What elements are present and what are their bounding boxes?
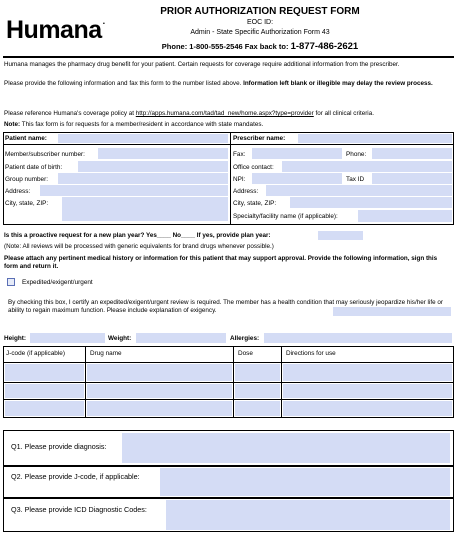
- question-2-label: Q2. Please provide J-code, if applicable:: [11, 472, 140, 481]
- table-divider: [230, 132, 231, 225]
- intro-paragraph-1: Humana manages the pharmacy drug benefit for your patient. Certain requests for coverage require additional information from the prescriber.: [4, 61, 400, 68]
- jcode-question-field[interactable]: [160, 468, 450, 496]
- specialty-label: Specialty/facility name (if applicable):: [233, 213, 338, 220]
- eoc-id: EOC ID:: [246, 19, 274, 26]
- drug-row-divider-2: [3, 399, 454, 400]
- intro-paragraph-2: Please provide the following information and fax this form to the number listed above. Information left blank or illegible may delay the review process.: [4, 80, 433, 87]
- drug-name-field-1[interactable]: [87, 364, 232, 381]
- patient-address-field[interactable]: [40, 185, 228, 196]
- patient-city-field[interactable]: [62, 197, 228, 221]
- prescriber-city-label: City, state, ZIP:: [233, 200, 277, 207]
- directions-field-1[interactable]: [283, 364, 452, 381]
- prescriber-fax-label: Fax:: [233, 151, 246, 158]
- group-number-field[interactable]: [58, 173, 228, 184]
- dob-field[interactable]: [78, 161, 228, 172]
- prescriber-phone-label: Phone:: [346, 151, 367, 158]
- note-line: Note: This fax form is for requests for a member/resident in accordance with state mandates.: [4, 121, 264, 128]
- prescriber-fax-field[interactable]: [252, 148, 342, 159]
- jcode-field-3[interactable]: [5, 401, 84, 416]
- drug-name-field-2[interactable]: [87, 384, 232, 398]
- contact-line: [115, 41, 405, 52]
- allergies-label: Allergies:: [230, 335, 260, 342]
- patient-name-field[interactable]: [58, 134, 228, 143]
- dose-header: Dose: [238, 350, 253, 357]
- prescriber-phone-field[interactable]: [372, 148, 452, 159]
- coverage-policy-link[interactable]: http://apps.humana.com/tad/tad_new/home.aspx?type=provider: [135, 110, 314, 117]
- diagnosis-field[interactable]: [122, 433, 450, 463]
- expedited-checkbox[interactable]: [7, 278, 15, 286]
- jcode-field-2[interactable]: [5, 384, 84, 398]
- plan-year-field[interactable]: [318, 231, 363, 240]
- weight-field[interactable]: [136, 333, 226, 343]
- height-field[interactable]: [30, 333, 105, 343]
- npi-label: NPI:: [233, 176, 246, 183]
- jcode-header: J-code (if applicable): [6, 350, 65, 357]
- dob-label: Patient date of birth:: [5, 164, 63, 171]
- prescriber-name-label: Prescriber name:: [233, 135, 286, 142]
- intro-paragraph-3: Please reference Humana's coverage policy at http://apps.humana.com/tad/tad_new/home.aspx?type=provider for all clinical criteria.: [4, 110, 374, 117]
- generic-note: (Note: All reviews will be processed with generic equivalents for brand drugs whenever possible.): [4, 243, 274, 250]
- expedited-label: Expedited/exigent/urgent: [22, 279, 93, 286]
- proactive-question: Is this a proactive request for a new plan year? Yes____ No____ If yes, provide plan year:: [4, 232, 271, 239]
- table-heading-divider: [3, 144, 454, 145]
- directions-field-3[interactable]: [283, 401, 452, 416]
- npi-field[interactable]: [252, 173, 342, 184]
- drug-header-divider: [3, 362, 454, 363]
- member-id-field[interactable]: [98, 148, 228, 159]
- header-divider: [3, 56, 454, 58]
- patient-name-label: Patient name:: [5, 135, 47, 142]
- dose-field-2[interactable]: [235, 384, 280, 398]
- attach-instructions: Please attach any pertinent medical history or information for this patient that may support approval. Provide the following information, sign this form and return it.: [4, 255, 438, 270]
- question-3-label: Q3. Please provide ICD Diagnostic Codes:: [11, 505, 147, 514]
- prescriber-address-field[interactable]: [266, 185, 452, 196]
- directions-field-2[interactable]: [283, 384, 452, 398]
- fax-number: 1-877-486-2621: [290, 41, 359, 52]
- member-id-label: Member/subscriber number:: [5, 151, 85, 158]
- prescriber-name-field[interactable]: [298, 134, 452, 143]
- drug-name-field-3[interactable]: [87, 401, 232, 416]
- expedited-certify-text: By checking this box, I certify an expedited/exigent/urgent review is required. The member has a health condition that may seriously jeopardize his/her life or ability to regain maximum function. Please include explanation of exigency.: [8, 299, 443, 314]
- patient-address-label: Address:: [5, 188, 31, 195]
- prescriber-address-label: Address:: [233, 188, 259, 195]
- exigency-explanation-field[interactable]: [333, 307, 451, 316]
- tax-id-label: Tax ID: [346, 176, 365, 183]
- allergies-field[interactable]: [264, 333, 452, 343]
- tax-id-field[interactable]: [372, 173, 452, 184]
- office-contact-field[interactable]: [282, 161, 452, 172]
- weight-label: Weight:: [108, 335, 132, 342]
- jcode-field-1[interactable]: [5, 364, 84, 381]
- specialty-field[interactable]: [358, 210, 452, 222]
- form-title: PRIOR AUTHORIZATION REQUEST FORM: [160, 6, 360, 17]
- dose-field-1[interactable]: [235, 364, 280, 381]
- phone-label: Phone: 1-800-555-2546 Fax back to:: [161, 42, 291, 51]
- office-contact-label: Office contact:: [233, 164, 274, 171]
- drug-row-divider-1: [3, 382, 454, 383]
- form-subtitle: Admin - State Specific Authorization Form 43: [190, 29, 330, 36]
- prescriber-city-field[interactable]: [290, 197, 452, 208]
- drug-name-header: Drug name: [90, 350, 122, 357]
- icd-codes-field[interactable]: [166, 500, 450, 530]
- height-label: Height:: [4, 335, 27, 342]
- patient-city-label: City, state, ZIP:: [5, 200, 49, 207]
- humana-logo: Humana.: [6, 16, 105, 44]
- group-number-label: Group number:: [5, 176, 48, 183]
- dose-field-3[interactable]: [235, 401, 280, 416]
- directions-header: Directions for use: [286, 350, 336, 357]
- logo-mark: .: [102, 16, 105, 26]
- question-1-label: Q1. Please provide diagnosis:: [11, 442, 107, 451]
